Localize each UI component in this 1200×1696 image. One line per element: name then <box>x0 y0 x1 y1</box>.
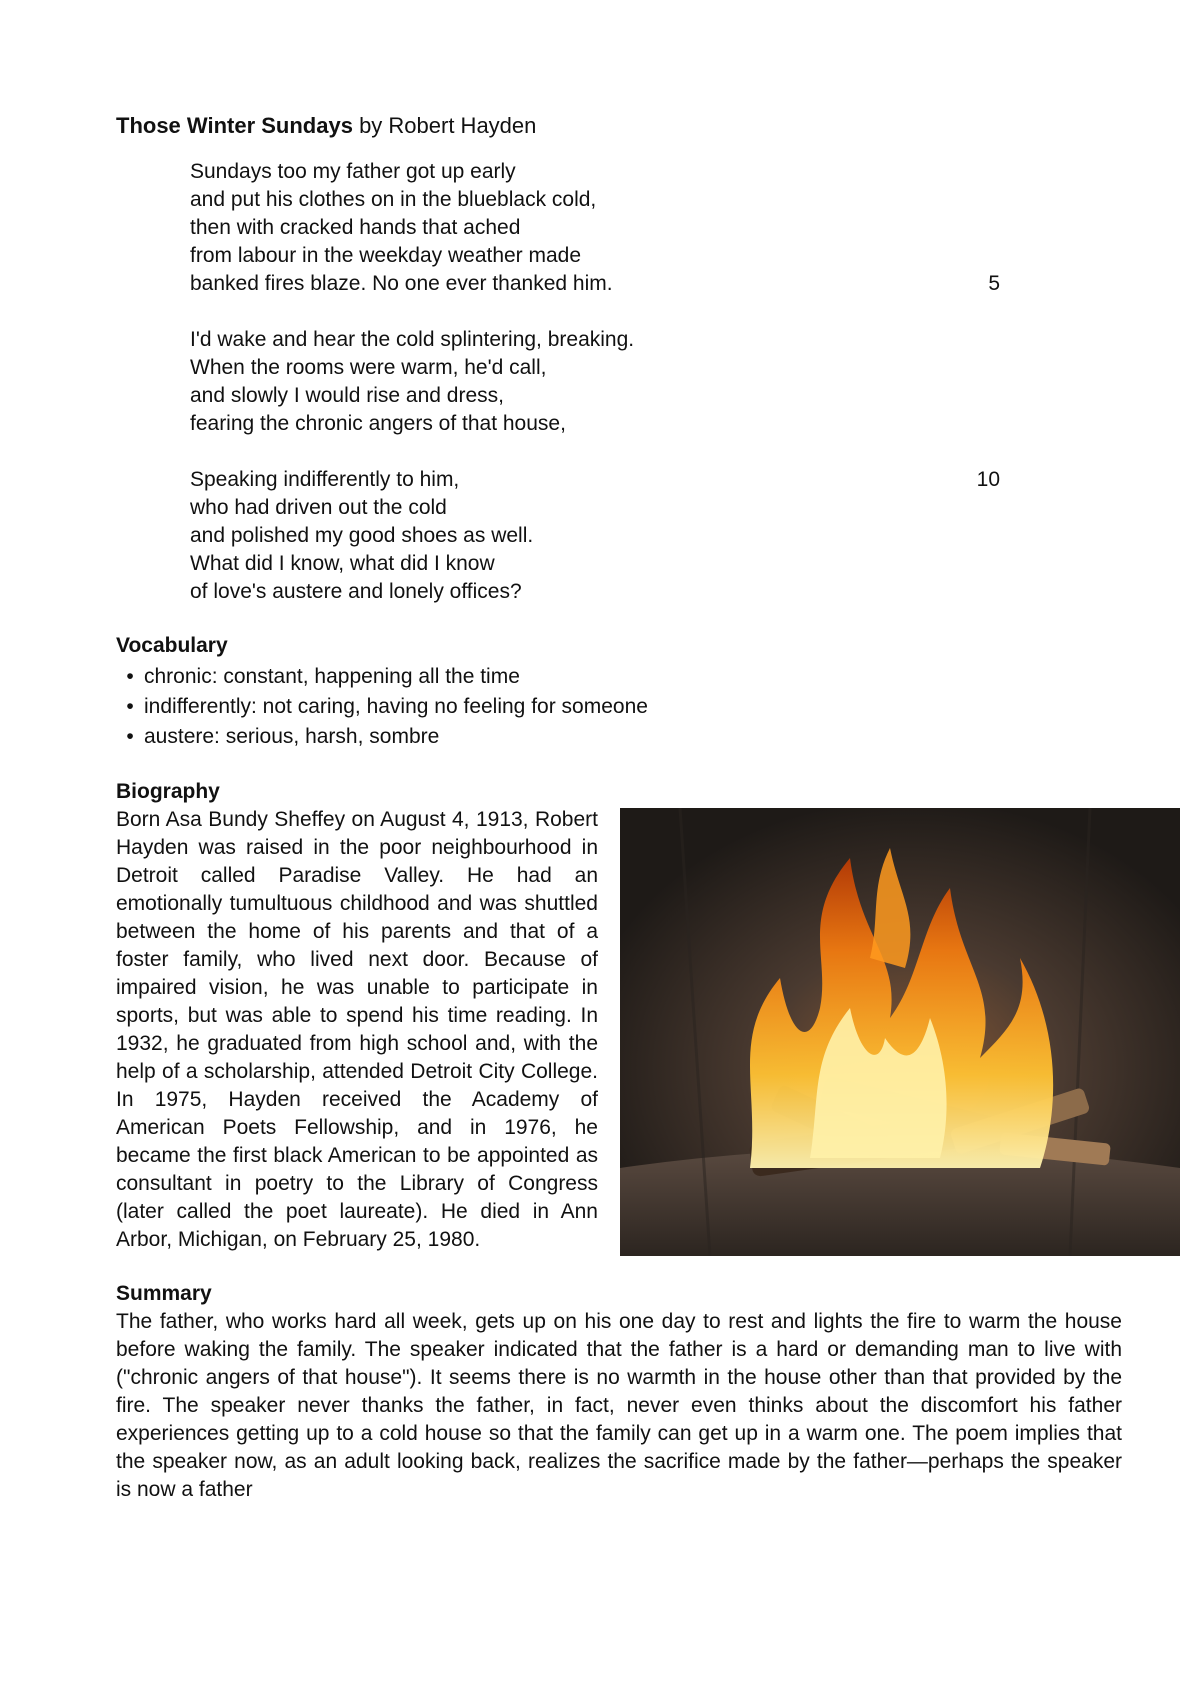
poem-line-text: Speaking indifferently to him, <box>190 468 460 491</box>
poem-line <box>190 466 1000 494</box>
biography-text: Born Asa Bundy Sheffey on August 4, 1913, Robert Hayden was raised in the poor neighbourhood in Detroit called Paradise Valley. He had an emotionally tumultuous childhood and was shuttled between the home of his parents and that of a foster family, who lived next door. Because of impaired vision, he was unable to participate in sports, but was able to spend his time reading. In 1932, he graduated from high school and, with the help of a scholarship, attended Detroit City College. In 1975, Hayden received the Academy of American Poets Fellowship, and in 1976, he became the first black American to be appointed as consultant in poetry to the Library of Congress (later called the poet laureate). He died in Ann Arbor, Michigan, on February 25, 1980. <box>116 808 598 1251</box>
poem-line-text: I'd wake and hear the cold splintering, breaking. <box>190 328 635 351</box>
bullet-icon: • <box>126 695 134 718</box>
document-page <box>116 112 1122 1504</box>
poem-line <box>190 186 1000 214</box>
line-number <box>970 578 1000 606</box>
line-number <box>970 326 1000 354</box>
poem-line <box>190 382 1000 410</box>
poem-line-text: and put his clothes on in the blueblack cold, <box>190 188 597 211</box>
fireplace-photo <box>620 808 1180 1256</box>
poem-line-text: from labour in the weekday weather made <box>190 244 582 267</box>
poem-line <box>190 158 1000 186</box>
poem-line <box>190 550 1000 578</box>
vocabulary-item: chronic: constant, happening all the time <box>144 665 520 688</box>
poem-line-text: of love's austere and lonely offices? <box>190 580 522 603</box>
biography-section <box>116 778 1116 1254</box>
poem-line-text: fearing the chronic angers of that house, <box>190 412 566 435</box>
line-number <box>970 186 1000 214</box>
summary-text: The father, who works hard all week, gets up on his one day to rest and lights the fire to warm the house before waking the family. The speaker indicated that the father is a hard or demanding man to live with ("chronic angers of that house"). It seems there is no warmth in the house other than that provided by the fire. The speaker never thanks the father, in fact, never even thinks about the discomfort his father experiences getting up to a cold house so that the family can get up in a warm one. The poem implies that the speaker now, as an adult looking back, realizes the sacrifice made by the father—perhaps the speaker is now a father <box>116 1310 1122 1501</box>
line-number: 10 <box>976 468 1000 491</box>
poem-line-text: When the rooms were warm, he'd call, <box>190 356 547 379</box>
line-number <box>970 522 1000 550</box>
summary-section <box>116 1280 1122 1504</box>
line-number: 5 <box>988 272 1000 295</box>
poem-line-text: Sundays too my father got up early <box>190 160 516 183</box>
poem-line <box>190 270 1000 298</box>
vocabulary-item: indifferently: not caring, having no feeling for someone <box>144 695 648 718</box>
poem-line <box>190 578 1000 606</box>
poem-line-text: banked fires blaze. No one ever thanked him. <box>190 272 613 295</box>
poem-stanza <box>190 326 1000 438</box>
poem-line <box>190 354 1000 382</box>
biography-heading: Biography <box>116 780 220 803</box>
summary-heading: Summary <box>116 1282 212 1305</box>
poem-stanza <box>190 466 1000 606</box>
bullet-icon: • <box>126 725 134 748</box>
poem-title: Those Winter Sundays <box>116 113 353 138</box>
line-number <box>970 494 1000 522</box>
poem-line-text: who had driven out the cold <box>190 496 447 519</box>
vocabulary-item: austere: serious, harsh, sombre <box>144 725 440 748</box>
vocabulary-section <box>116 632 1116 752</box>
line-number <box>970 242 1000 270</box>
line-number <box>970 382 1000 410</box>
poem-line <box>190 214 1000 242</box>
list-item <box>116 722 1116 752</box>
line-number <box>970 158 1000 186</box>
poem <box>190 158 1000 606</box>
poem-line <box>190 494 1000 522</box>
poem-line-text: then with cracked hands that ached <box>190 216 521 239</box>
bullet-icon: • <box>126 665 134 688</box>
vocabulary-heading: Vocabulary <box>116 634 228 657</box>
poem-line-text: and slowly I would rise and dress, <box>190 384 504 407</box>
poem-line <box>190 410 1000 438</box>
poem-line-text: What did I know, what did I know <box>190 552 495 575</box>
poem-stanza <box>190 158 1000 298</box>
poem-author: by Robert Hayden <box>352 113 537 138</box>
document-title <box>116 112 1116 140</box>
vocabulary-list <box>116 662 1116 752</box>
poem-line-text: and polished my good shoes as well. <box>190 524 534 547</box>
poem-line <box>190 326 1000 354</box>
poem-line <box>190 242 1000 270</box>
list-item <box>116 662 1116 692</box>
poem-line <box>190 522 1000 550</box>
line-number <box>970 214 1000 242</box>
line-number <box>970 354 1000 382</box>
list-item <box>116 692 1116 722</box>
line-number <box>970 410 1000 438</box>
line-number <box>970 550 1000 578</box>
